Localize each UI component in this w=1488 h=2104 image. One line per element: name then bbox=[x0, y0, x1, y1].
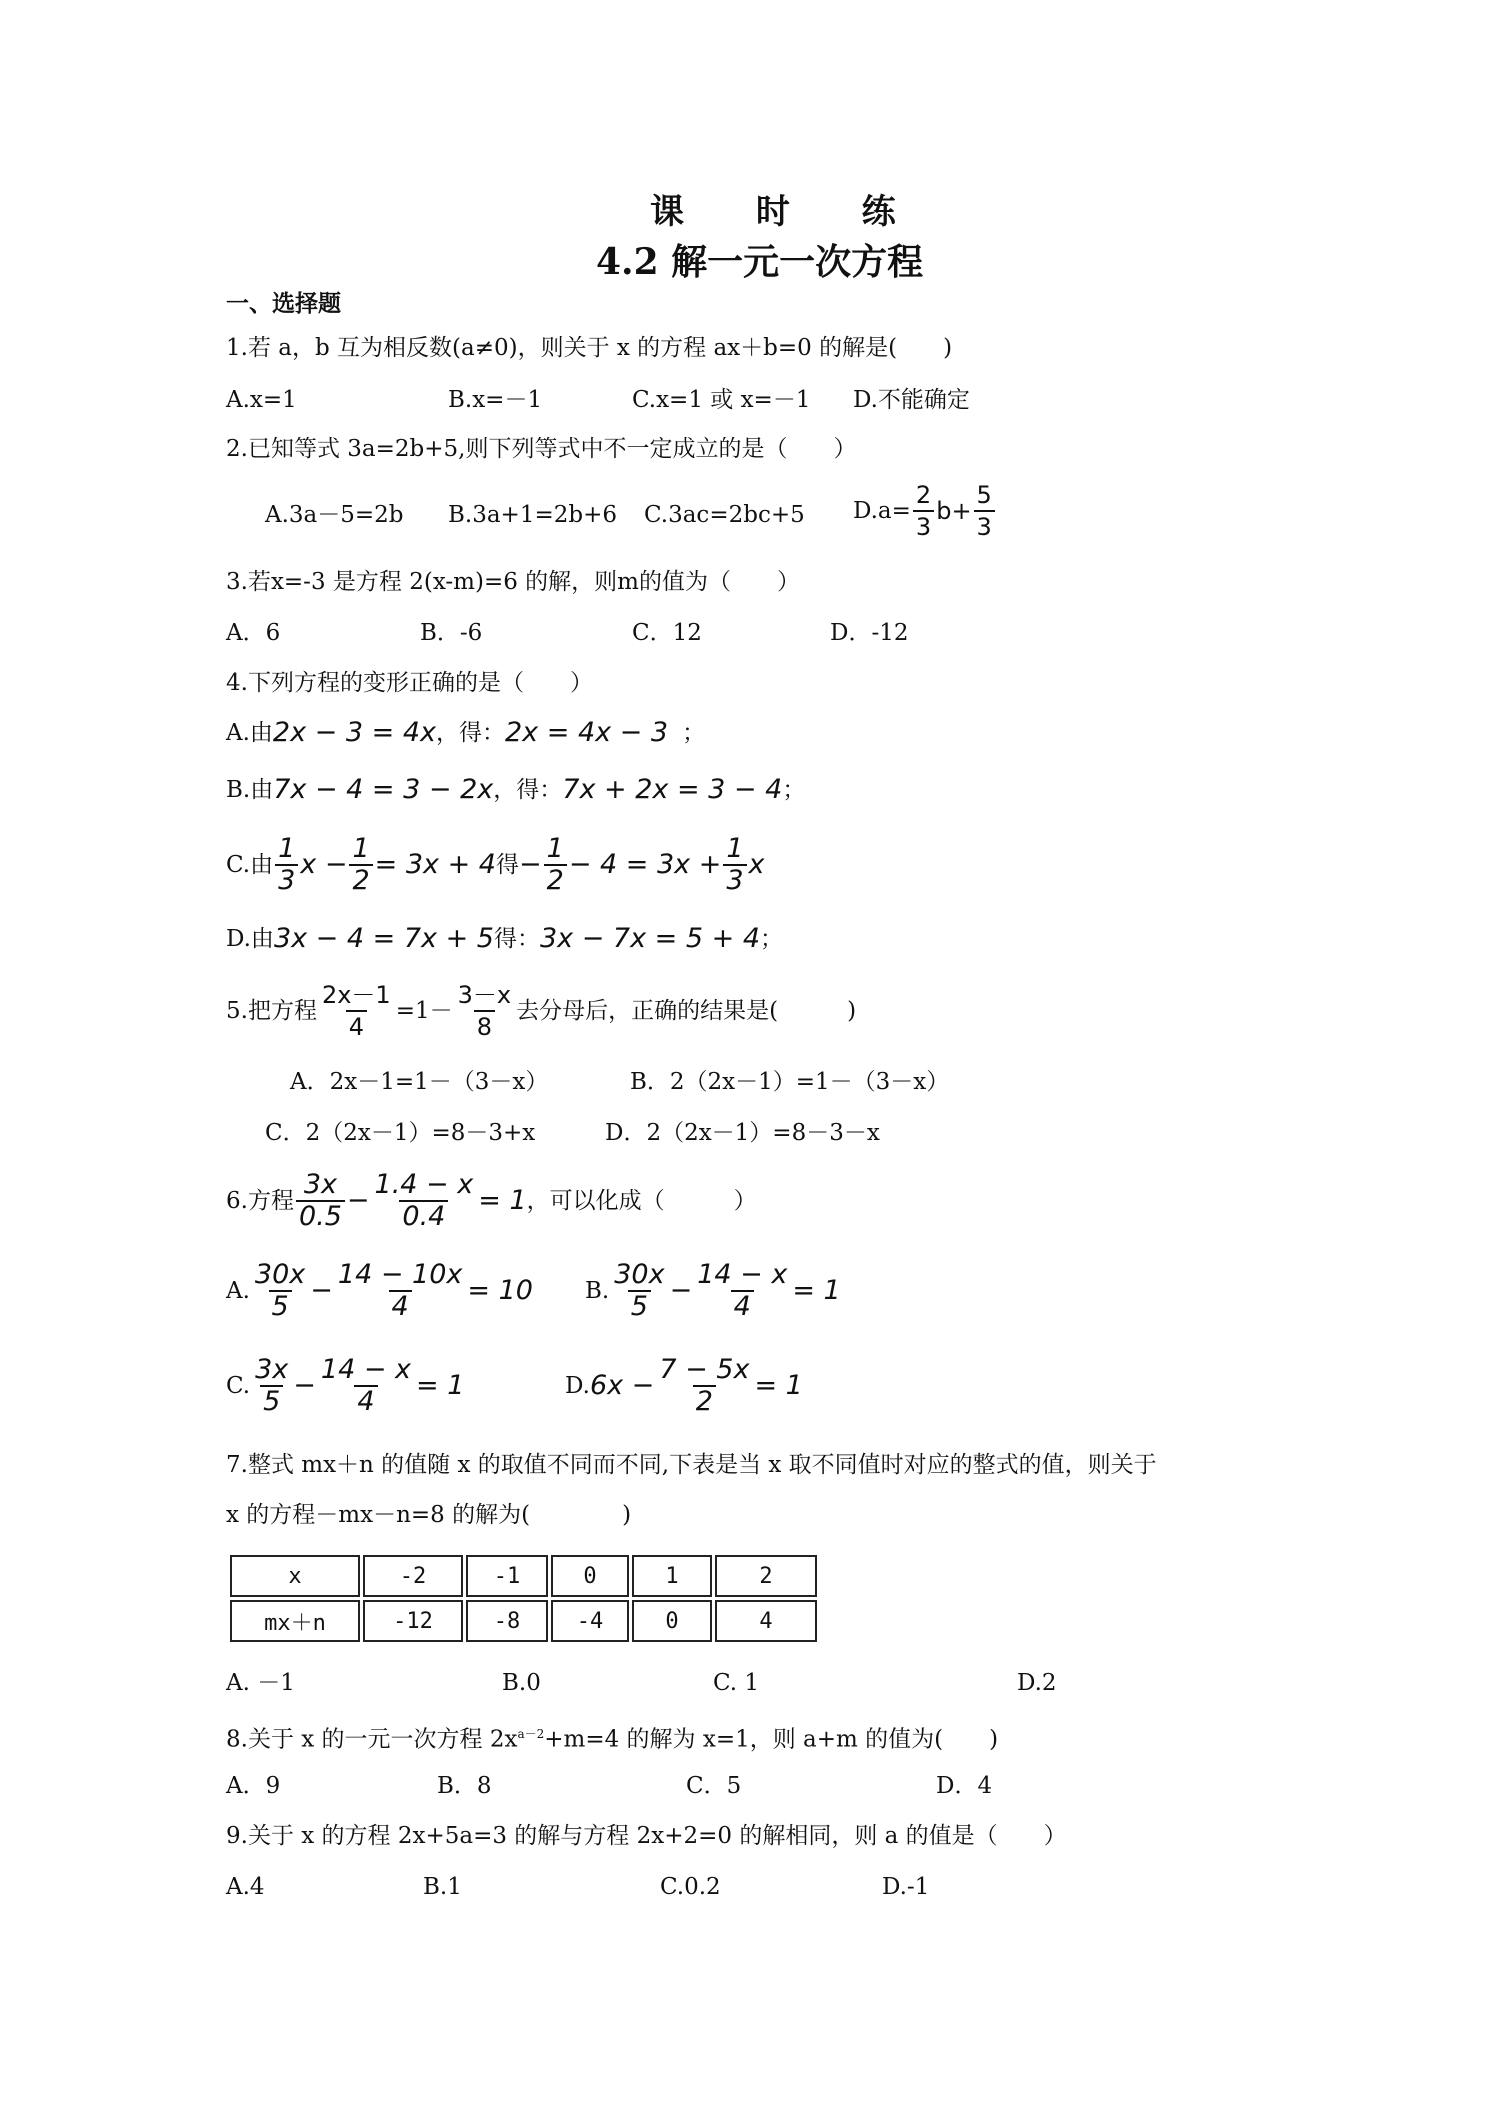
denominator: 2 bbox=[693, 1385, 716, 1417]
q8-exponent: a－2 bbox=[517, 1727, 545, 1741]
denominator: 4 bbox=[389, 1290, 412, 1322]
q4-b-end: ； bbox=[782, 777, 806, 803]
q7-option-c: C. 1 bbox=[713, 1670, 760, 1696]
q6-equals: = 1 bbox=[478, 1185, 527, 1216]
numerator: 1 bbox=[352, 833, 370, 864]
q4-a-mid: ，得： bbox=[436, 720, 505, 746]
q4-b-mid: ，得： bbox=[493, 777, 563, 803]
q5-option-c: C．2（2x－1）=8－3+x bbox=[265, 1120, 536, 1146]
question-9-stem: 9.关于 x 的方程 2x+5a=3 的解与方程 2x+2=0 的解相同，则 a 的值是（ ） bbox=[226, 1823, 1067, 1849]
q2-d-fraction-1 bbox=[913, 480, 934, 542]
page-subtitle: 4.2 解一元一次方程 bbox=[596, 241, 924, 283]
section-heading: 一、选择题 bbox=[226, 290, 341, 317]
numerator: 30x bbox=[254, 1259, 306, 1290]
q8-stem-prefix: 8.关于 x 的一元一次方程 2x bbox=[226, 1726, 518, 1753]
q7-option-a: A. －1 bbox=[226, 1670, 295, 1696]
table-cell: -12 bbox=[363, 1600, 463, 1642]
denominator: 0.5 bbox=[296, 1200, 345, 1232]
q6-c-fraction-2 bbox=[318, 1355, 414, 1417]
q4-c-term-4: − 4 = 3x + bbox=[568, 849, 722, 880]
q4-option-d bbox=[226, 924, 783, 954]
q6-a-equals: = 10 bbox=[467, 1275, 533, 1306]
q1-option-b: B.x=－1 bbox=[448, 387, 543, 413]
q4-c-term-2: = 3x + 4 bbox=[374, 849, 496, 880]
table-cell: 4 bbox=[715, 1600, 817, 1642]
q3-option-b: B．-6 bbox=[420, 620, 483, 646]
q4-c-mid: 得 bbox=[496, 852, 519, 878]
numerator: 30x bbox=[614, 1259, 665, 1290]
q7-value-table bbox=[227, 1552, 820, 1645]
denominator: 0.4 bbox=[399, 1200, 448, 1232]
q6-option-a bbox=[226, 1260, 533, 1322]
q4-c-fraction-2 bbox=[349, 834, 372, 896]
q5-fraction-2 bbox=[455, 980, 514, 1042]
q6-option-b bbox=[585, 1260, 841, 1322]
question-5-stem bbox=[226, 980, 856, 1042]
q1-option-d: D.不能确定 bbox=[853, 387, 970, 413]
q8-option-d: D．4 bbox=[936, 1773, 993, 1799]
q5-option-d: D．2（2x－1）=8－3－x bbox=[605, 1120, 880, 1146]
table-cell: -2 bbox=[363, 1555, 463, 1597]
q5-fraction-1 bbox=[319, 980, 394, 1042]
q4-c-fraction-4 bbox=[723, 834, 746, 896]
q4-d-equation-1: 3x − 4 = 7x + 5 bbox=[273, 923, 494, 954]
denominator: 3 bbox=[974, 510, 995, 542]
q6-stem-suffix: ，可以化成（ ） bbox=[526, 1188, 757, 1214]
table-cell: -1 bbox=[466, 1555, 548, 1597]
q6-d-fraction bbox=[656, 1355, 752, 1417]
q4-c-term-5: x bbox=[748, 849, 765, 880]
question-3-stem: 3.若x=-3 是方程 2(x-m)=6 的解，则m的值为（ ） bbox=[226, 569, 800, 595]
denominator: 4 bbox=[354, 1385, 377, 1417]
q8-option-a: A．9 bbox=[226, 1773, 281, 1799]
numerator: 2x－1 bbox=[321, 981, 391, 1009]
q4-c-fraction-1 bbox=[275, 834, 298, 896]
denominator: 8 bbox=[474, 1010, 495, 1042]
q4-c-prefix: C.由 bbox=[226, 852, 274, 878]
q6-option-d bbox=[565, 1355, 803, 1417]
q4-c-fraction-3 bbox=[544, 834, 567, 896]
q5-stem-suffix: 去分母后，正确的结果是( ) bbox=[516, 998, 857, 1024]
denominator: 5 bbox=[260, 1385, 283, 1417]
table-cell: 0 bbox=[551, 1555, 629, 1597]
denominator: 4 bbox=[346, 1010, 367, 1042]
q2-option-a: A.3a－5=2b bbox=[265, 502, 404, 528]
q4-c-term-3: − bbox=[519, 849, 542, 880]
denominator: 2 bbox=[544, 864, 567, 896]
q9-option-d: D.-1 bbox=[882, 1874, 930, 1900]
denominator: 4 bbox=[731, 1290, 754, 1322]
q6-a-minus: − bbox=[310, 1275, 333, 1306]
denominator: 3 bbox=[275, 864, 298, 896]
q1-option-a: A.x=1 bbox=[226, 387, 297, 413]
numerator: 3x bbox=[303, 1169, 338, 1200]
q5-stem-prefix: 5.把方程 bbox=[226, 998, 317, 1024]
q6-d-prefix: D. bbox=[565, 1373, 590, 1399]
denominator: 5 bbox=[269, 1290, 292, 1322]
q3-option-c: C．12 bbox=[632, 620, 702, 646]
denominator: 5 bbox=[628, 1290, 651, 1322]
q6-c-equals: = 1 bbox=[416, 1370, 465, 1401]
question-1-stem: 1.若 a，b 互为相反数(a≠0)，则关于 x 的方程 ax＋b=0 的解是( ) bbox=[226, 335, 953, 361]
question-8-stem bbox=[226, 1719, 998, 1755]
question-7-stem-line-1: 7.整式 mx＋n 的值随 x 的取值不同而不同,下表是当 x 取不同值时对应的整式的值，则关于 bbox=[226, 1452, 1157, 1478]
q6-b-equals: = 1 bbox=[792, 1275, 841, 1306]
question-7-stem-line-2: x 的方程－mx－n=8 的解为( ) bbox=[226, 1502, 632, 1528]
q7-option-b: B.0 bbox=[502, 1670, 541, 1696]
q6-fraction-1 bbox=[296, 1170, 345, 1232]
q4-d-prefix: D.由 bbox=[226, 926, 274, 952]
q6-c-fraction-1 bbox=[252, 1355, 291, 1417]
q4-option-c bbox=[226, 834, 765, 896]
q4-b-equation-1: 7x − 4 = 3 − 2x bbox=[273, 774, 494, 805]
table-cell: 1 bbox=[632, 1555, 712, 1597]
q8-stem-suffix: +m=4 的解为 x=1，则 a+m 的值为( ) bbox=[544, 1726, 999, 1753]
table-cell: -8 bbox=[466, 1600, 548, 1642]
q3-option-a: A．6 bbox=[226, 620, 281, 646]
q2-option-b: B.3a+1=2b+6 bbox=[448, 502, 617, 528]
numerator: 3x bbox=[255, 1354, 289, 1385]
question-2-stem: 2.已知等式 3a=2b+5,则下列等式中不一定成立的是（ ） bbox=[226, 436, 857, 462]
table-row bbox=[230, 1555, 817, 1597]
q6-b-prefix: B. bbox=[585, 1278, 610, 1304]
q7-option-d: D.2 bbox=[1017, 1670, 1057, 1696]
q3-option-d: D．-12 bbox=[830, 620, 909, 646]
q6-a-fraction-2 bbox=[335, 1260, 465, 1322]
q2-d-prefix: D.a= bbox=[853, 498, 911, 524]
q9-option-a: A.4 bbox=[226, 1874, 265, 1900]
page-title: 课 时 练 bbox=[650, 192, 926, 232]
q6-minus: − bbox=[346, 1185, 370, 1216]
table-cell: 2 bbox=[715, 1555, 817, 1597]
q6-d-equals: = 1 bbox=[754, 1370, 803, 1401]
q6-option-c bbox=[226, 1355, 464, 1417]
q1-option-c: C.x=1 或 x=－1 bbox=[632, 387, 811, 413]
numerator: 1 bbox=[278, 833, 296, 864]
q9-option-c: C.0.2 bbox=[660, 1874, 721, 1900]
denominator: 3 bbox=[723, 864, 746, 896]
denominator: 3 bbox=[913, 510, 934, 542]
q6-a-prefix: A. bbox=[226, 1278, 250, 1304]
numerator: 1 bbox=[546, 833, 564, 864]
numerator: 14 − x bbox=[320, 1354, 412, 1385]
numerator: 3－x bbox=[457, 981, 512, 1009]
q4-b-equation-2: 7x + 2x = 3 − 4 bbox=[562, 774, 783, 805]
q5-option-b: B．2（2x－1）=1－（3－x） bbox=[630, 1069, 950, 1095]
q4-option-a bbox=[226, 718, 705, 748]
numerator: 14 − x bbox=[697, 1259, 788, 1290]
q4-a-end: ； bbox=[682, 720, 706, 746]
table-cell: x bbox=[230, 1555, 360, 1597]
q6-c-minus: − bbox=[293, 1370, 316, 1401]
q8-option-b: B．8 bbox=[437, 1773, 492, 1799]
q2-d-mid: b+ bbox=[936, 497, 972, 525]
q6-b-fraction-2 bbox=[694, 1260, 790, 1322]
q6-c-prefix: C. bbox=[226, 1373, 251, 1399]
numerator: 14 − 10x bbox=[337, 1259, 463, 1290]
table-cell: mx＋n bbox=[230, 1600, 360, 1642]
numerator: 2 bbox=[915, 481, 932, 509]
question-4-stem: 4.下列方程的变形正确的是（ ） bbox=[226, 670, 593, 696]
q4-a-equation-2: 2x = 4x − 3 bbox=[505, 717, 669, 748]
q6-stem-prefix: 6.方程 bbox=[226, 1188, 294, 1214]
q4-a-prefix: A.由 bbox=[226, 720, 273, 746]
q6-b-fraction-1 bbox=[611, 1260, 667, 1322]
q8-option-c: C．5 bbox=[686, 1773, 742, 1799]
q4-a-equation-1: 2x − 3 = 4x bbox=[272, 717, 436, 748]
numerator: 1.4 − x bbox=[374, 1169, 474, 1200]
q5-stem-mid: =1－ bbox=[395, 998, 453, 1024]
q6-a-fraction-1 bbox=[252, 1260, 308, 1322]
q4-d-equation-2: 3x − 7x = 5 + 4 bbox=[539, 923, 761, 954]
table-cell: 0 bbox=[632, 1600, 712, 1642]
numerator: 7 − 5x bbox=[659, 1354, 750, 1385]
q6-fraction-2 bbox=[372, 1170, 477, 1232]
question-6-stem bbox=[226, 1170, 757, 1232]
q4-d-mid: 得： bbox=[493, 926, 540, 952]
q2-option-c: C.3ac=2bc+5 bbox=[644, 502, 805, 528]
q2-d-fraction-2 bbox=[974, 480, 995, 542]
q4-b-prefix: B.由 bbox=[226, 777, 274, 803]
q4-d-end: ； bbox=[760, 926, 784, 952]
q5-option-a: A．2x－1=1－（3－x） bbox=[290, 1069, 549, 1095]
table-row bbox=[230, 1600, 817, 1642]
denominator: 2 bbox=[349, 864, 372, 896]
q6-b-minus: − bbox=[669, 1275, 693, 1306]
q4-option-b bbox=[226, 775, 805, 805]
q9-option-b: B.1 bbox=[423, 1874, 462, 1900]
table-cell: -4 bbox=[551, 1600, 629, 1642]
q2-option-d bbox=[853, 480, 997, 542]
numerator: 1 bbox=[726, 833, 744, 864]
q4-c-term-1: x − bbox=[300, 849, 348, 880]
numerator: 5 bbox=[976, 481, 992, 509]
q6-d-term: 6x − bbox=[589, 1370, 655, 1401]
